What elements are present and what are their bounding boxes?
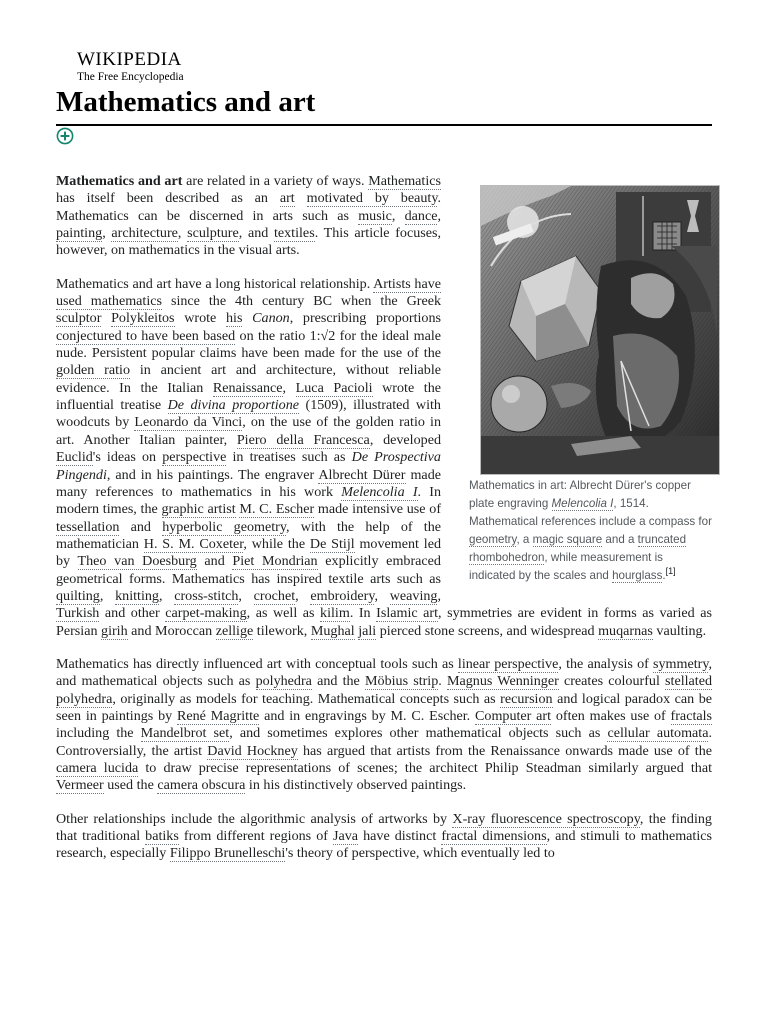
- caption-text: .: [662, 569, 666, 582]
- link-albrecht-durer[interactable]: Albrecht Dürer: [318, 466, 406, 483]
- link-cellular-automata[interactable]: cellular automata: [607, 725, 709, 742]
- link-knitting[interactable]: knitting: [115, 587, 159, 604]
- article-figure: [468, 185, 712, 585]
- text: have distinct: [358, 828, 442, 845]
- text: , the finding that traditional: [56, 810, 712, 845]
- caption-text: Mathematics in art: Albrecht Dürer's copper plate engraving: [469, 479, 691, 510]
- text: wrote the influential treatise: [56, 379, 442, 414]
- link-weaving[interactable]: weaving: [389, 587, 438, 604]
- text: ,: [374, 587, 390, 604]
- text: , the analysis of: [558, 655, 654, 672]
- link-mandelbrot-set[interactable]: Mandelbrot set: [140, 725, 230, 742]
- text: has itself been described as an: [56, 190, 280, 207]
- text: , originally as models for teaching. Mathematical concepts such as: [112, 690, 501, 707]
- text: ,: [437, 207, 441, 224]
- text: Other relationships include the algorithmic analysis of artworks by: [56, 810, 453, 827]
- text: , with the help of the mathematician: [56, 518, 441, 552]
- page-title: Mathematics and art: [56, 86, 316, 118]
- link-tessellation[interactable]: tessellation: [56, 518, 120, 535]
- link-graphic-artist[interactable]: graphic artist: [161, 501, 236, 518]
- text: [242, 310, 252, 326]
- italic-canon: Canon: [252, 310, 290, 327]
- text: used the: [103, 777, 158, 794]
- text: , while the: [243, 535, 310, 552]
- wikipedia-logo[interactable]: [77, 50, 237, 84]
- link-hsm-coxeter[interactable]: H. S. M. Coxeter: [143, 535, 244, 552]
- link-geometry[interactable]: geometry: [469, 533, 517, 546]
- link-golden-ratio[interactable]: golden ratio: [56, 362, 131, 379]
- text: . In modern times, the: [56, 483, 441, 518]
- link-truncated-rhombohedron[interactable]: truncated rhombohedron: [469, 533, 687, 564]
- link-leonardo-da-vinci[interactable]: Leonardo da Vinci: [134, 414, 243, 431]
- link-rene-magritte[interactable]: René Magritte: [176, 707, 260, 724]
- text: pierced stone screens, and widespread: [376, 622, 599, 639]
- link-polyhedra[interactable]: polyhedra: [255, 673, 312, 690]
- link-magic-square[interactable]: magic square: [532, 533, 603, 546]
- link-piet-mondrian[interactable]: Piet Mondrian: [232, 553, 318, 570]
- text: ,: [99, 587, 116, 604]
- link-mathematics[interactable]: Mathematics: [368, 173, 441, 189]
- link-cross-stitch[interactable]: cross-stitch: [174, 587, 239, 604]
- link-crochet[interactable]: crochet: [253, 587, 296, 604]
- link-mc-escher[interactable]: M. C. Escher: [239, 501, 315, 518]
- article-body: [56, 173, 712, 879]
- text: , symmetries are evident in forms as varied as Persian: [56, 605, 712, 639]
- link-camera-obscura[interactable]: camera obscura: [157, 777, 246, 794]
- paragraph-other: [56, 811, 712, 863]
- text: , prescribing proportions: [289, 310, 441, 327]
- link-recursion[interactable]: recursion: [500, 690, 553, 707]
- link-jali[interactable]: jali: [358, 622, 377, 639]
- link-sculpture[interactable]: sculpture: [187, 225, 239, 242]
- link-melencolia-i-text[interactable]: Melencolia I: [341, 483, 418, 500]
- text: are related in a variety of ways.: [182, 173, 369, 189]
- link-perspective[interactable]: perspective: [162, 449, 227, 466]
- link-zellige[interactable]: zellige: [215, 622, 254, 639]
- link-de-stijl[interactable]: De Stijl: [309, 535, 355, 552]
- caption-text: and a: [602, 533, 638, 546]
- text: . This article focuses, however, on mathematics in the visual arts.: [56, 225, 441, 259]
- text: explicitly embraced geometrical forms. Mathematics has inspired textile arts such as: [56, 553, 441, 587]
- text: since the 4th century BC when the Greek: [162, 293, 441, 310]
- text: Mathematics has directly influenced art with conceptual tools such as: [56, 655, 458, 672]
- paragraph-influence: [56, 656, 712, 795]
- link-islamic-art[interactable]: Islamic art: [376, 605, 439, 622]
- link-quilting[interactable]: quilting: [56, 587, 100, 604]
- text: , and stimuli to mathematics research, especially: [56, 828, 712, 862]
- link-renaissance[interactable]: Renaissance: [212, 379, 283, 396]
- link-linear-perspective[interactable]: linear perspective: [457, 655, 559, 672]
- link-batiks[interactable]: batiks: [145, 828, 179, 845]
- text: and: [119, 518, 163, 535]
- text: (1509), illustrated with woodcuts by: [56, 397, 441, 431]
- text: ,: [158, 587, 175, 604]
- text: made many references to mathematics in his work: [56, 466, 441, 500]
- link-fractals[interactable]: fractals: [670, 707, 713, 724]
- caption-text: , 1514. Mathematical references include a compass for: [469, 497, 712, 528]
- text: . Mathematics can be discerned in arts such as: [56, 190, 441, 224]
- text: in treatises such as: [226, 449, 352, 466]
- title-divider: [56, 124, 712, 126]
- link-art[interactable]: art: [279, 190, 295, 207]
- link-euclid[interactable]: Euclid: [56, 449, 93, 466]
- link-xrf-spectroscopy[interactable]: X-ray fluorescence spectroscopy: [452, 810, 640, 827]
- text: tilework,: [253, 622, 311, 639]
- text: in his distinctively observed paintings.: [245, 777, 467, 794]
- link-polykleitos[interactable]: Polykleitos: [111, 310, 175, 327]
- link-fractal-dimensions[interactable]: fractal dimensions: [441, 828, 547, 845]
- text: ,: [177, 225, 188, 242]
- link-carpet-making[interactable]: carpet-making: [165, 605, 247, 622]
- link-mobius-strip[interactable]: Möbius strip: [364, 673, 439, 690]
- text: Mathematics and art have a long historical relationship.: [56, 275, 374, 292]
- link-java[interactable]: Java: [333, 828, 359, 845]
- link-embroidery[interactable]: embroidery: [310, 587, 375, 604]
- link-painting[interactable]: painting: [56, 225, 103, 242]
- link-his[interactable]: his: [225, 310, 243, 327]
- link-de-divina-proportione[interactable]: De divina proportione: [167, 397, 300, 414]
- melencolia-engraving-icon: [481, 186, 719, 474]
- link-symmetry[interactable]: symmetry: [653, 655, 709, 672]
- text: vaulting.: [652, 622, 707, 639]
- link-vermeer[interactable]: Vermeer: [56, 777, 104, 794]
- link-architecture[interactable]: architecture: [111, 225, 178, 242]
- caption-text: , while measurement is indicated by the scales and: [469, 551, 663, 582]
- bold-term: Mathematics and art: [56, 173, 183, 189]
- link-dance[interactable]: dance: [404, 207, 438, 224]
- text: ,: [282, 379, 296, 396]
- link-conjectured[interactable]: conjectured to have been based: [56, 327, 236, 344]
- link-magnus-wenninger[interactable]: Magnus Wenninger: [446, 673, 559, 690]
- text: , developed: [369, 431, 441, 448]
- text: and: [196, 553, 233, 570]
- link-theo-van-doesburg[interactable]: Theo van Doesburg: [77, 553, 197, 570]
- italic-de-prospectiva: De Prospectiva Pingendi: [56, 449, 441, 483]
- text: and other: [99, 605, 166, 622]
- figure-image-frame[interactable]: [480, 185, 720, 475]
- text: , on the use of the golden ratio in art. Another Italian painter,: [56, 414, 441, 448]
- text: to draw precise representations of scenes; the architect Philip Steadman similarly argued that: [138, 760, 712, 776]
- text: . Controversially, the artist: [56, 725, 712, 759]
- link-camera-lucida[interactable]: camera lucida: [56, 760, 139, 776]
- text: in ancient art and architecture, without reliable evidence. In the Italian: [56, 362, 441, 396]
- text: ,: [238, 587, 254, 604]
- text: [295, 190, 307, 206]
- text: . In: [349, 605, 377, 622]
- text: on the ratio 1:√2 for the ideal male nude. Persistent popular claims have been made for the use of the: [56, 327, 441, 362]
- link-hyperbolic-geometry[interactable]: hyperbolic geometry: [162, 518, 286, 535]
- link-turkish[interactable]: Turkish: [56, 605, 100, 622]
- text: .: [438, 673, 447, 690]
- link-melencolia-i[interactable]: Melencolia I: [551, 497, 614, 510]
- caption-text: , a: [516, 533, 533, 546]
- logo-wordmark: WIKIPEDIA: [77, 49, 182, 70]
- text: and logical paradox can be seen in paintings by: [56, 690, 712, 724]
- text: and in engravings by M. C. Escher.: [259, 707, 475, 724]
- link-stellated-polyhedra[interactable]: stellated polyhedra: [56, 673, 713, 707]
- link-piero-della-francesca[interactable]: Piero della Francesca: [236, 431, 370, 448]
- text: , and: [238, 225, 274, 242]
- reference-link[interactable]: [1]: [665, 566, 676, 577]
- figure-caption: [468, 477, 712, 585]
- text: and Moroccan: [127, 622, 216, 639]
- link-music[interactable]: music: [358, 207, 392, 224]
- text: made intensive use of: [314, 501, 442, 518]
- plus-circle-icon[interactable]: [56, 127, 74, 145]
- link-computer-art[interactable]: Computer art: [475, 707, 552, 724]
- link-luca-pacioli[interactable]: Luca Pacioli: [295, 379, 373, 396]
- text: , and in his paintings. The engraver: [106, 466, 319, 483]
- link-hourglass[interactable]: hourglass: [612, 569, 663, 582]
- text: ,: [437, 587, 441, 604]
- text: often makes use of: [551, 707, 671, 724]
- text: 's theory of perspective, which eventually led to: [285, 845, 555, 862]
- text: from different regions of: [178, 828, 333, 845]
- link-artists-used-mathematics[interactable]: Artists have used mathematics: [56, 275, 442, 310]
- text: wrote: [174, 310, 226, 327]
- text: ,: [295, 587, 311, 604]
- text: and the: [311, 673, 365, 690]
- link-textiles[interactable]: textiles: [273, 225, 315, 242]
- text: , and sometimes explores other mathematical objects such as: [229, 725, 608, 742]
- text: ,: [391, 207, 405, 224]
- link-mughal[interactable]: Mughal: [310, 622, 355, 639]
- text: ,: [102, 225, 112, 242]
- link-david-hockney[interactable]: David Hockney: [207, 742, 298, 759]
- link-sculptor[interactable]: sculptor: [56, 310, 102, 327]
- text: movement led by: [56, 535, 441, 570]
- text: creates colourful: [558, 673, 666, 690]
- text: [101, 310, 111, 326]
- text: , as well as: [246, 605, 321, 622]
- text: including the: [56, 725, 141, 742]
- text: , and mathematical objects such as: [56, 655, 712, 690]
- link-muqarnas[interactable]: muqarnas: [598, 622, 653, 639]
- logo-tagline: The Free Encyclopedia: [77, 71, 184, 83]
- link-girih[interactable]: girih: [101, 622, 128, 639]
- text: has argued that artists from the Renaissance onwards made use of the: [297, 742, 713, 759]
- link-kilim[interactable]: kilim: [320, 605, 350, 622]
- link-filippo-brunelleschi[interactable]: Filippo Brunelleschi: [169, 845, 286, 862]
- text: 's ideas on: [92, 449, 163, 466]
- link-motivated-by-beauty[interactable]: motivated by beauty: [306, 190, 438, 207]
